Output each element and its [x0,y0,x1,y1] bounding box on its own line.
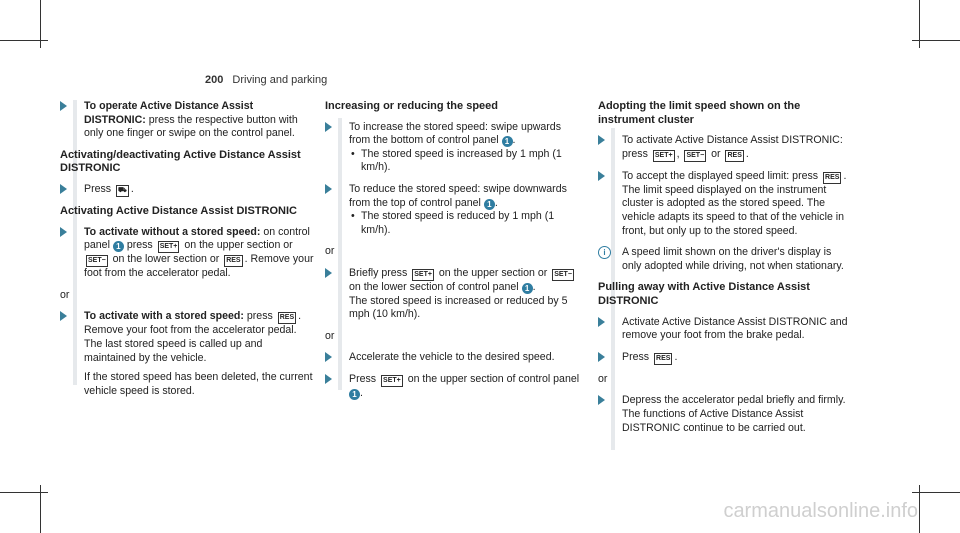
arrow-icon [325,268,332,278]
section-heading: Pulling away with Active Distance Assist DISTRONIC [598,281,810,307]
step: Press RES . [598,351,853,365]
step-label: To operate Active Distance Assist DISTRONIC: [84,100,254,126]
step [60,100,315,141]
step [60,226,315,281]
arrow-icon [598,171,605,181]
callout-badge: 1 [349,389,360,400]
page-header [205,74,327,86]
section-heading: Adopting the limit speed shown on the instrument cluster [598,100,801,126]
or-text: or [325,329,335,342]
step-label: To activate with a stored speed: [84,310,244,323]
set-plus-key-icon: SET+ [412,269,434,281]
step-text: Press [349,372,377,385]
set-minus-key-icon: SET− [684,150,706,162]
step-text: The functions of Active Distance Assist DISTRONIC continue to be carried out. [622,407,806,434]
callout-badge: 1 [484,199,495,210]
step-text: press the respective button with only one finger or swipe on the control panel. [84,113,298,140]
crop-mark [912,40,960,41]
step-label: To activate without a stored speed: [84,225,261,238]
arrow-icon [325,352,332,362]
step-text: Briefly press [349,266,408,279]
step-text: Depress the accelerator pedal briefly and firmly. [622,394,846,407]
section-heading: Activating/deactivating Active Distance Assist DISTRONIC [60,148,301,175]
set-plus-key-icon: SET+ [381,375,403,387]
step-text: on the upper section or [438,266,548,279]
callout-badge: 1 [502,136,513,147]
step-text: Activate Active Distance Assist DISTRONIC and remove your foot from the brake pedal. [622,315,848,342]
section-heading: Activating Active Distance Assist DISTRONIC [60,204,297,217]
info-note [598,246,853,273]
step-text: To increase the stored speed: swipe upwards from the bottom of control panel [349,120,561,147]
step-text: If the stored speed has been deleted, the current vehicle speed is stored. [84,371,313,397]
bullet-item: • The stored speed is increased by 1 mph (1 km/h). [349,148,580,175]
crop-mark [0,492,48,493]
step-text: press [246,310,273,323]
step [598,316,853,343]
step-text: Accelerate the vehicle to the desired speed. [349,351,555,364]
distronic-key-icon: ⛟ [116,185,129,197]
arrow-icon [60,184,67,194]
step-text: . Remove your foot from the accelerator pedal. [84,253,314,280]
step-text: To accept the displayed speed limit: press [622,169,819,182]
arrow-icon [325,184,332,194]
step-text: on the lower section of control panel [349,280,519,293]
page-number: 200 [205,74,224,86]
or-text: or [325,245,335,258]
arrow-icon [598,135,605,145]
step-text: on the upper section of control panel [407,372,580,385]
set-plus-key-icon: SET+ [653,150,675,162]
step-text: The limit speed displayed on the instrument cluster is adopted as the stored speed. The vehicle adapts its speed to that of the vehicle in front, but only up to the stored speed. [622,183,845,237]
step-text: To activate Active Distance Assist DISTRONIC: press [622,134,843,160]
column-3 [598,100,853,443]
arrow-icon [60,101,67,111]
arrow-icon [598,317,605,327]
step: To accept the displayed speed limit: press RES . The limit speed displayed on the instrument cluster is adopted as the stored speed. The vehicle adapts its speed to that of the vehicle in front, but only up to the stored speed. [598,170,853,238]
step: To activate with a stored speed: press RES . Remove your foot from the accelerator pedal. The last stored speed is called up and maintained by the vehicle. If the stored speed has been deleted, the current vehicle speed is stored. [60,310,315,398]
arrow-icon [60,311,67,321]
step: Press ⛟ . [60,183,315,197]
watermark: carmanualsonline.info [723,500,918,522]
arrow-icon [598,352,605,362]
column-2 [325,100,580,409]
step-text: on the upper section or [184,239,293,252]
res-key-icon: RES [278,312,296,324]
step: Press SET+ on the upper section of control panel 1 . [325,373,580,401]
step: To increase the stored speed: swipe upwards from the bottom of control panel 1 . • The stored speed is increased by 1 mph (1 km/h). [325,121,580,175]
step [598,394,853,435]
crop-mark [0,40,48,41]
step: To activate Active Distance Assist DISTRONIC: press SET+ , SET− or RES . [598,134,853,162]
step: To reduce the stored speed: swipe downwards from the top of control panel 1 . • The stored speed is reduced by 1 mph (1 km/h). [325,183,580,237]
res-key-icon: RES [725,150,743,162]
arrow-icon [325,122,332,132]
step [325,351,580,365]
step-text: Press [84,182,112,195]
arrow-icon [325,374,332,384]
step-text: To reduce the stored speed: swipe downwards from the top of control panel [349,182,567,209]
callout-badge: 1 [522,283,533,294]
set-minus-key-icon: SET− [86,255,108,267]
step-text: Press [622,350,650,363]
res-key-icon: RES [823,172,841,184]
step-text: The stored speed is increased or reduced by 5 mph (10 km/h). [349,294,568,321]
step-text: Remove your foot from the accelerator pedal. The last stored speed is called up and maintained by the vehicle. [84,324,297,364]
step-text: or [711,147,721,160]
step-text: on control panel [84,225,310,252]
info-text: A speed limit shown on the driver's display is only adopted while driving, not when stationary. [622,246,844,272]
section-title: Driving and parking [232,74,328,86]
crop-mark [912,492,960,493]
step: Briefly press SET+ on the upper section or SET− on the lower section of control panel 1 . The stored speed is increased or reduced by 5 mph (10 km/h). [325,267,580,322]
set-plus-key-icon: SET+ [158,241,180,253]
step-text: press [126,239,153,252]
or-text: or [60,288,70,301]
info-icon: i [598,246,611,259]
res-key-icon: RES [224,255,242,267]
step-text: on the lower section or [112,253,220,266]
section-heading: Increasing or reducing the speed [325,100,498,112]
column-1 [60,100,315,406]
or-text: or [598,372,608,385]
arrow-icon [598,395,605,405]
res-key-icon: RES [654,353,672,365]
callout-badge: 1 [113,241,124,252]
set-minus-key-icon: SET− [552,269,574,281]
arrow-icon [60,227,67,237]
bullet-item: • The stored speed is reduced by 1 mph (1 km/h). [349,210,580,237]
